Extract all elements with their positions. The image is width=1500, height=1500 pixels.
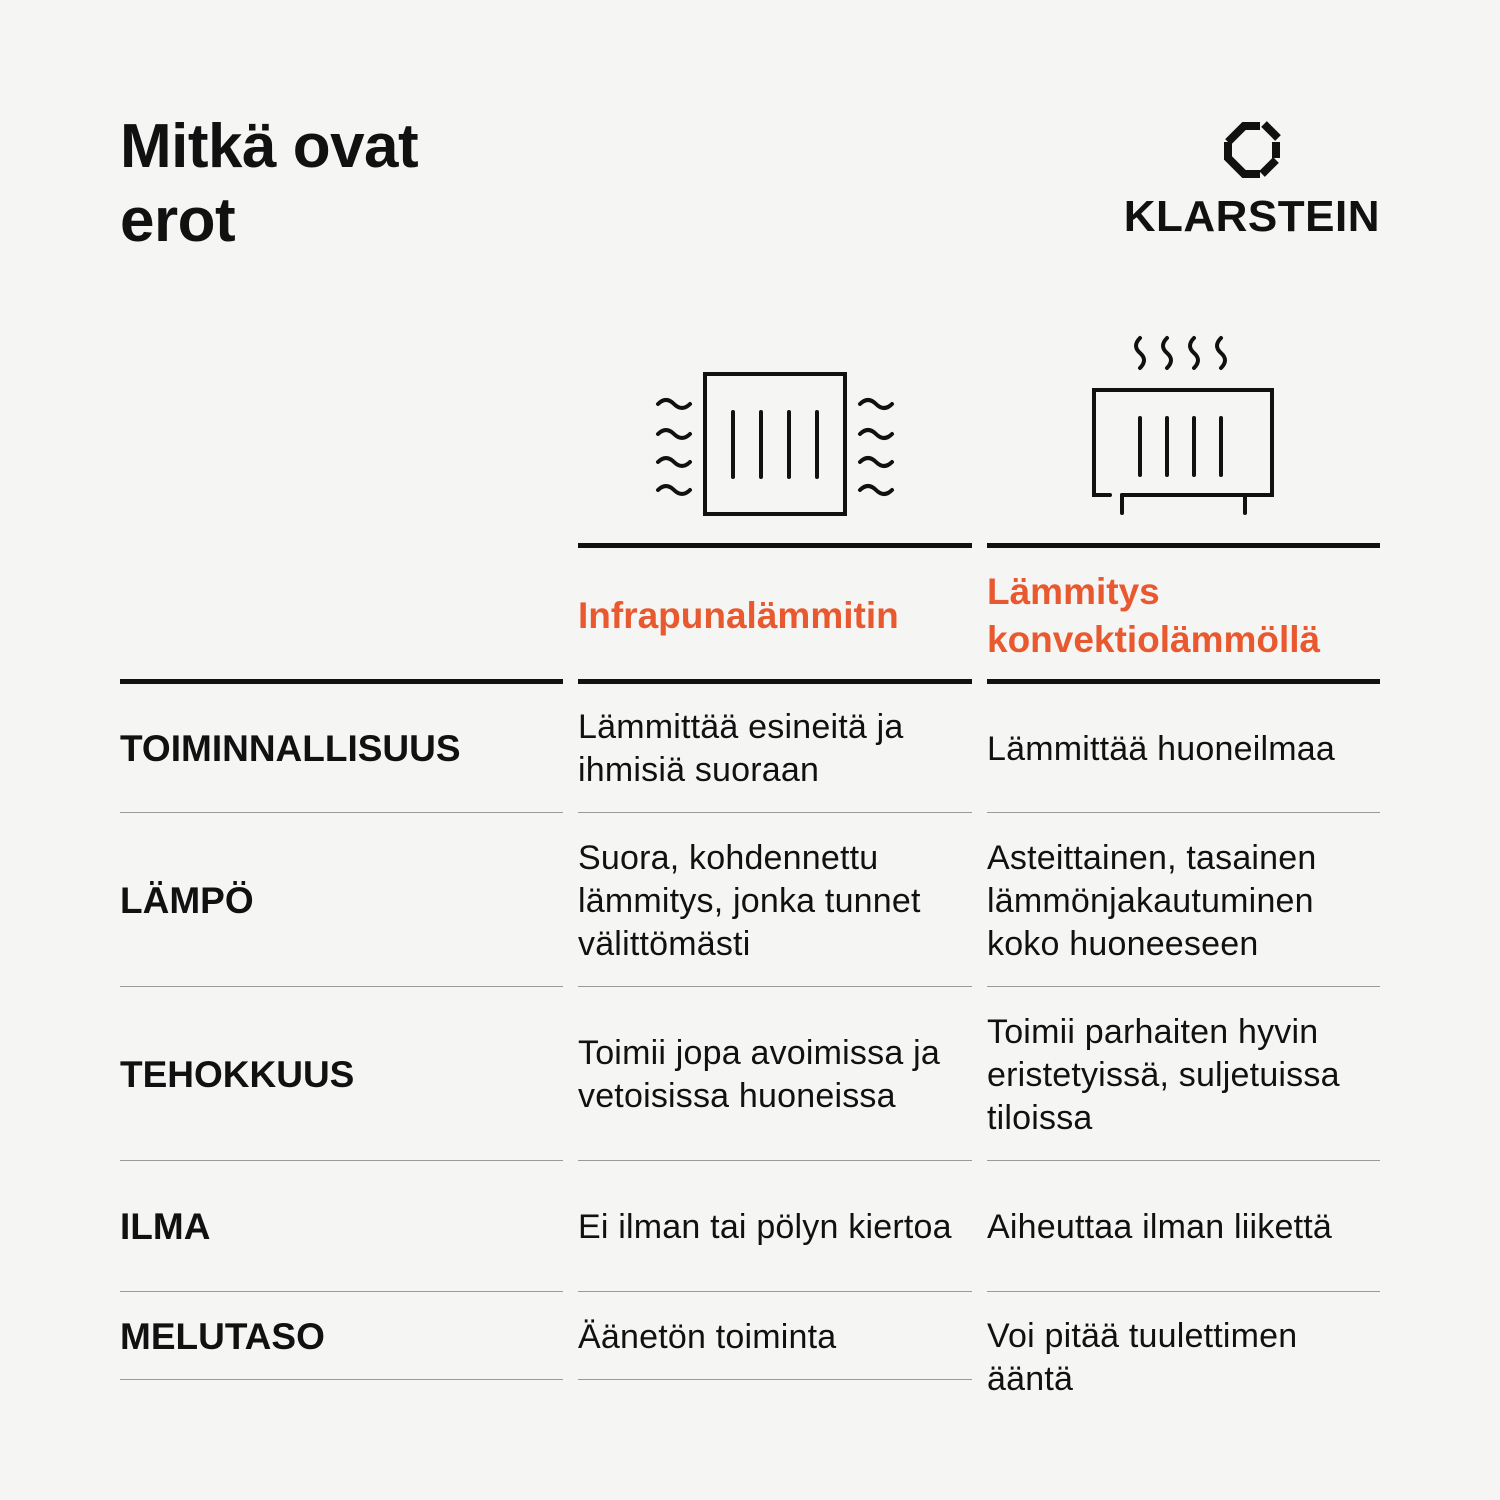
cell-functionality-infrared: Lämmittää esineitä ja ihmisiä suoraan <box>578 708 904 789</box>
column-1-top-rule <box>578 543 972 548</box>
row-divider <box>120 812 563 813</box>
cell-efficiency-infrared: Toimii jopa avoimissa ja vetoisissa huoneissa <box>578 1034 940 1115</box>
row-divider <box>987 1291 1380 1292</box>
cell-efficiency-convection: Toimii parhaiten hyvin eristetyissä, suljetuissa tiloissa <box>987 1012 1340 1137</box>
cell-air-infrared: Ei ilman tai pölyn kiertoa <box>578 1207 952 1246</box>
row-divider <box>578 1291 972 1292</box>
row-label-noise-level: MELUTASO <box>120 1316 325 1357</box>
column-heading-convection <box>987 568 1380 664</box>
klarstein-logo-icon <box>1222 120 1282 180</box>
row-divider <box>987 812 1380 813</box>
infrared-heater-icon <box>650 362 900 522</box>
row-divider <box>578 986 972 987</box>
cell-functionality-convection: Lämmittää huoneilmaa <box>987 729 1335 768</box>
cell-heat-convection: Asteittainen, tasainen lämmönjakautuminen koko huoneeseen <box>987 838 1317 963</box>
brand-name: KLARSTEIN <box>1123 192 1380 241</box>
row-label-functionality: TOIMINNALLISUUS <box>120 728 461 769</box>
column-heading-infrared: Infrapunalämmitin <box>578 595 899 636</box>
row-divider <box>578 1160 972 1161</box>
page-title <box>120 110 540 258</box>
column-heading-convection-line-2: konvektiolämmöllä <box>987 619 1321 660</box>
row-divider <box>120 1160 563 1161</box>
page-title-line-1: Mitkä ovat <box>120 112 419 181</box>
page-title-line-2: erot <box>120 186 236 255</box>
row-label-efficiency: TEHOKKUUS <box>120 1054 355 1095</box>
table-header-rule-infrared <box>578 679 972 684</box>
row-divider <box>578 1379 972 1380</box>
row-divider <box>120 1379 563 1380</box>
cell-noise-level-infrared: Äänetön toiminta <box>578 1317 837 1356</box>
table-header-rule-convection <box>987 679 1380 684</box>
row-divider <box>987 986 1380 987</box>
convection-heater-icon <box>1085 330 1285 520</box>
row-divider <box>120 986 563 987</box>
row-label-heat: LÄMPÖ <box>120 880 254 921</box>
table-header-rule-label <box>120 679 563 684</box>
column-2-top-rule <box>987 543 1380 548</box>
row-divider <box>578 812 972 813</box>
cell-heat-infrared: Suora, kohdennettu lämmitys, jonka tunnet välittömästi <box>578 838 921 963</box>
row-divider <box>987 1160 1380 1161</box>
row-divider <box>120 1291 563 1292</box>
column-heading-convection-line-1: Lämmitys <box>987 571 1160 612</box>
cell-air-convection: Aiheuttaa ilman liikettä <box>987 1207 1332 1246</box>
row-label-air: ILMA <box>120 1206 211 1247</box>
cell-noise-level-convection: Voi pitää tuulettimen ääntä <box>987 1317 1298 1398</box>
